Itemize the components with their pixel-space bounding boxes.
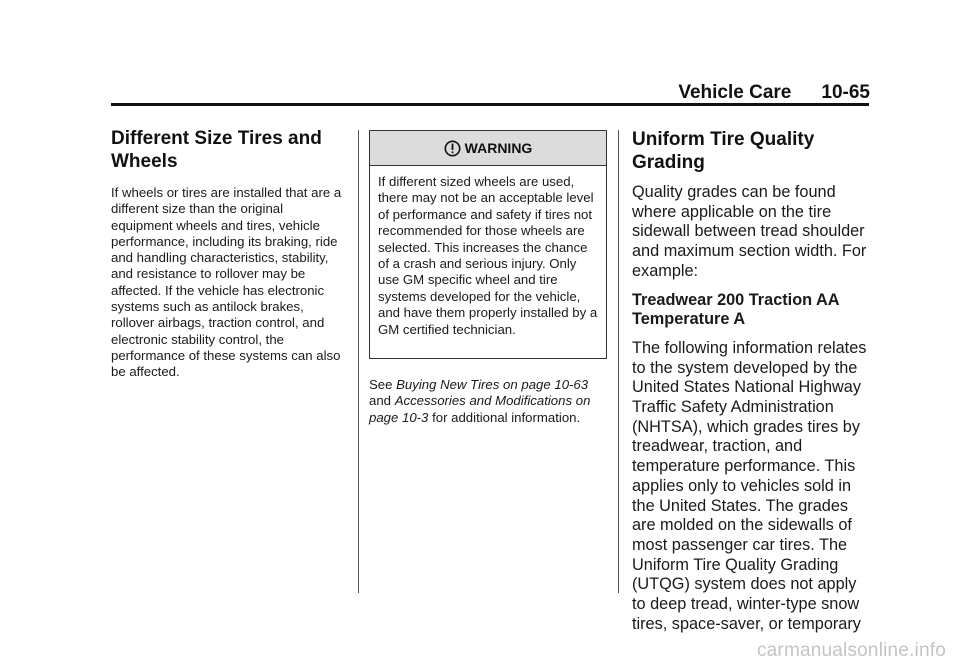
warning-text: If different sized wheels are used, there may not be an acceptable level of performance and safety if tires not recommended for those wheels are selected. This increases the chance of a crash and serious injury. Only use GM specific wheel and tire systems developed for the vehicle, and have them properly installed by a GM certified technician. bbox=[378, 174, 598, 337]
section-different-size-tires bbox=[111, 127, 345, 381]
see-suffix: for additional information. bbox=[432, 409, 581, 425]
page-number: 10-65 bbox=[821, 82, 870, 103]
column-divider bbox=[358, 130, 359, 593]
warning-box bbox=[369, 130, 607, 359]
section-heading: Different Size Tires and Wheels bbox=[111, 128, 322, 172]
section-paragraph: If wheels or tires are installed that are a different size than the original equipment wheels and tires, vehicle performance, including its braking, ride and handling characteristics, stability, and resistance to rollover may be affected. If the vehicle has electronic systems such as antilock brakes, rollover airbags, traction control, and electronic stability control, the performance of these systems can also be affected. bbox=[111, 185, 342, 380]
column-divider bbox=[618, 130, 619, 593]
header-rule bbox=[111, 103, 869, 106]
section-uniform-tire-quality-grading bbox=[632, 128, 872, 634]
link-accessories-modifications[interactable]: Accessories and Modifications on page 10-3 bbox=[369, 393, 591, 425]
warning-title: WARNING bbox=[464, 140, 533, 156]
see-prefix: See bbox=[369, 377, 393, 392]
see-also-reference bbox=[369, 377, 607, 426]
warning-symbol-icon bbox=[444, 140, 461, 157]
see-and: and bbox=[369, 393, 392, 409]
example-grade: Treadwear 200 Traction AA Temperature A bbox=[632, 290, 839, 329]
intro-paragraph: Quality grades can be found where applicable on the tire sidewall between tread shoulder and maximum section width. For example: bbox=[632, 183, 867, 280]
section-title: Vehicle Care bbox=[678, 82, 792, 103]
warning-header bbox=[370, 131, 606, 166]
watermark: carmanualsonline.info bbox=[756, 640, 946, 661]
section-heading: Uniform Tire Quality Grading bbox=[632, 129, 815, 173]
page-header bbox=[678, 82, 870, 104]
link-buying-new-tires[interactable]: Buying New Tires on page 10-63 bbox=[396, 377, 589, 392]
body-paragraph: The following information relates to the system developed by the United States National Highway Traffic Safety Administration (NHTSA), which grades tires by treadwear, traction, and temperature performance. This applies only to vehicles sold in the United States. The grades are molded on the sidewalls of most passenger car tires. The Uniform Tire Quality Grading (UTQG) system does not apply to deep tread, winter-type snow tires, space-saver, or temporary bbox=[632, 338, 867, 633]
